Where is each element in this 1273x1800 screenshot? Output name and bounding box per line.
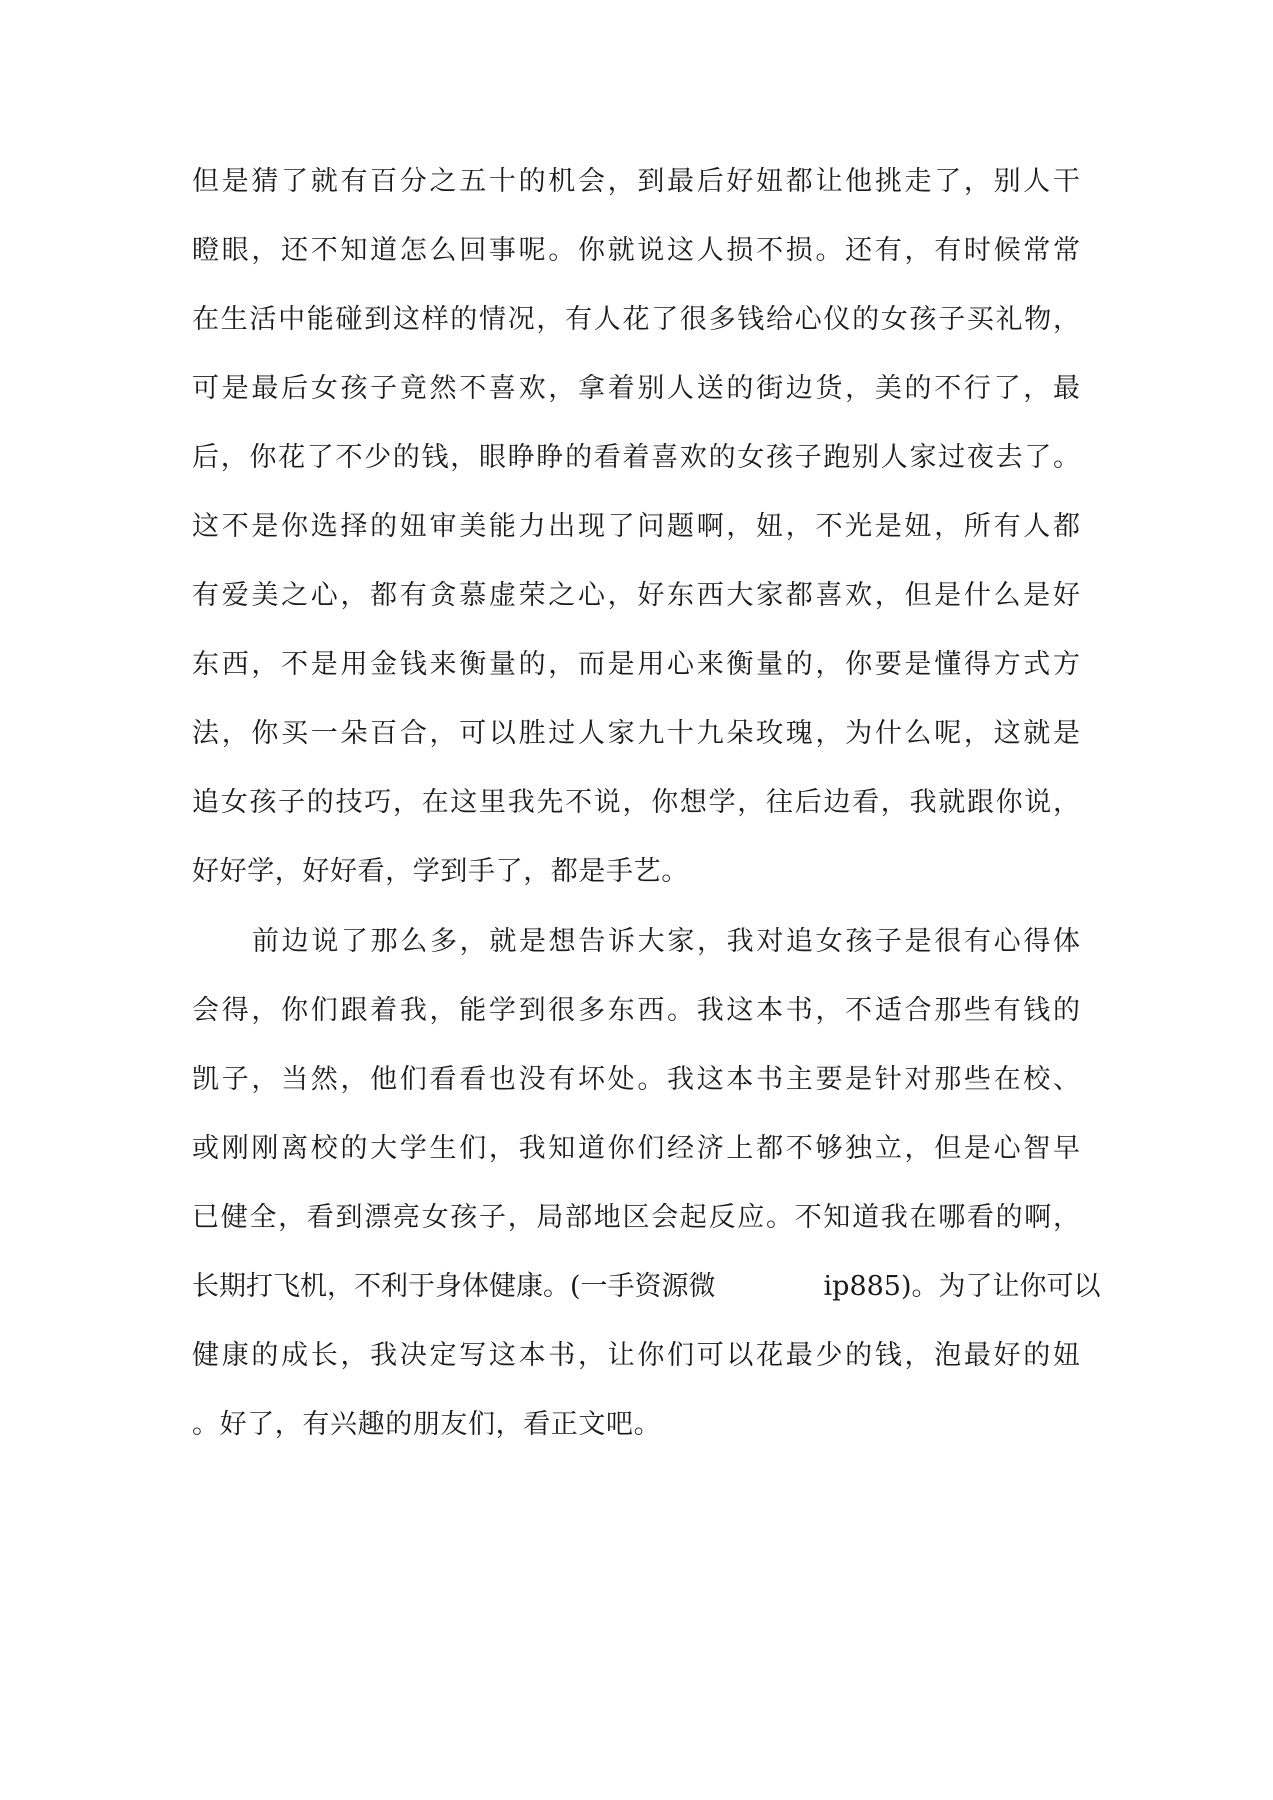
text-line-17: 长期打飞机，不利于身体健康。(一手资源微 ip885)。为了让你可以 <box>192 1271 1101 1302</box>
text-line-12: 前边说了那么多，就是想告诉大家，我对追女孩子是很有心得体 <box>252 926 1080 957</box>
text-line-16: 已健全，看到漂亮女孩子，局部地区会起反应。不知道我在哪看的啊， <box>192 1202 1080 1233</box>
text-line-2: 瞪眼，还不知道怎么回事呢。你就说这人损不损。还有，有时候常常 <box>192 235 1080 266</box>
text-line-7: 有爱美之心，都有贪慕虚荣之心，好东西大家都喜欢，但是什么是好 <box>192 580 1080 611</box>
text-line-10: 追女孩子的技巧，在这里我先不说，你想学，往后边看，我就跟你说， <box>192 787 1080 818</box>
text-line-18: 健康的成长，我决定写这本书，让你们可以花最少的钱，泡最好的妞 <box>192 1340 1080 1371</box>
text-line-13: 会得，你们跟着我，能学到很多东西。我这本书，不适合那些有钱的 <box>192 995 1080 1026</box>
text-line-8: 东西，不是用金钱来衡量的，而是用心来衡量的，你要是懂得方式方 <box>192 649 1080 680</box>
text-line-6: 这不是你选择的妞审美能力出现了问题啊，妞，不光是妞，所有人都 <box>192 511 1080 542</box>
text-line-5: 后，你花了不少的钱，眼睁睁的看着喜欢的女孩子跑别人家过夜去了。 <box>192 442 1080 473</box>
text-line-11: 好好学，好好看，学到手了，都是手艺。 <box>192 856 689 887</box>
text-line-3: 在生活中能碰到这样的情况，有人花了很多钱给心仪的女孩子买礼物， <box>192 304 1080 335</box>
text-line-19: 。好了，有兴趣的朋友们，看正文吧。 <box>192 1409 662 1440</box>
text-line-4: 可是最后女孩子竟然不喜欢，拿着别人送的街边货，美的不行了，最 <box>192 373 1080 404</box>
text-line-1: 但是猜了就有百分之五十的机会，到最后好妞都让他挑走了，别人干 <box>192 166 1080 197</box>
text-line-14: 凯子，当然，他们看看也没有坏处。我这本书主要是针对那些在校、 <box>192 1064 1080 1095</box>
text-line-15: 或刚刚离校的大学生们，我知道你们经济上都不够独立，但是心智早 <box>192 1133 1080 1164</box>
text-line-9: 法，你买一朵百合，可以胜过人家九十九朵玫瑰，为什么呢，这就是 <box>192 718 1080 749</box>
